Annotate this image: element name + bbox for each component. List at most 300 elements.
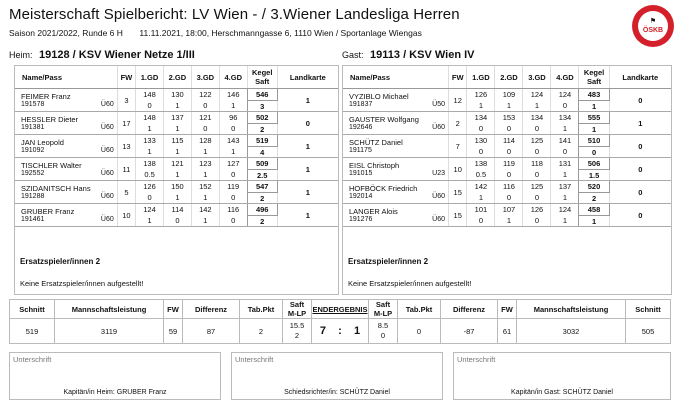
game-point: 1 [523, 101, 551, 112]
column-header [523, 66, 551, 89]
game-point: 0 [523, 216, 551, 227]
game-score: 134 [551, 112, 579, 124]
player-name-cell [343, 158, 449, 181]
game-point: 1 [163, 101, 191, 112]
player-kegel: 458 [579, 204, 609, 216]
player-row [15, 112, 338, 124]
player-landkarte: 1 [609, 112, 671, 135]
game-score: 152 [191, 181, 219, 193]
player-landkarte: 1 [277, 181, 338, 204]
game-score: 124 [136, 204, 164, 216]
player-name: HOFBÖCK Friedrich [349, 184, 418, 193]
guest-team [342, 49, 474, 61]
player-name: SZIDANITSCH Hans [21, 184, 91, 193]
player-name: GRUBER Franz [21, 207, 75, 216]
game-score: 141 [551, 135, 579, 147]
column-header [15, 66, 117, 89]
signature-label: Unterschrift [457, 355, 496, 364]
player-name-cell [15, 158, 117, 181]
game-score: 125 [523, 181, 551, 193]
player-name-cell [15, 181, 117, 204]
player-row [343, 204, 671, 216]
game-score: 121 [163, 158, 191, 170]
game-point: 0 [163, 216, 191, 227]
guest-saft-mlp [369, 319, 398, 344]
game-score: 133 [136, 135, 164, 147]
column-header [467, 66, 495, 89]
player-kegel: 555 [579, 112, 609, 124]
game-score: 137 [163, 112, 191, 124]
player-name: JAN Leopold [21, 138, 64, 147]
player-fw: 12 [449, 89, 467, 112]
player-row [15, 89, 338, 101]
oeskb-logo [631, 4, 675, 48]
player-saft: 3 [247, 101, 277, 112]
game-point: 1 [219, 147, 247, 158]
guest-captain-signature[interactable] [453, 352, 671, 400]
game-score: 96 [219, 112, 247, 124]
game-point: 1 [551, 216, 579, 227]
guest-saft-header [369, 300, 398, 319]
column-header [343, 66, 449, 89]
player-kegel: 502 [247, 112, 277, 124]
game-score: 134 [523, 112, 551, 124]
game-point: 1 [191, 170, 219, 181]
player-pass: 191381 [21, 124, 45, 131]
home-schnitt: 519 [10, 319, 55, 344]
guest-saft-label: Saft [375, 300, 391, 309]
column-header-label: 2.GD [500, 72, 518, 82]
player-row [343, 112, 671, 124]
player-category: Ü60 [432, 193, 446, 200]
game-score: 109 [495, 89, 523, 101]
player-category: Ü60 [432, 216, 446, 223]
player-row [343, 89, 671, 101]
player-name: EISL Christoph [349, 161, 400, 170]
player-saft: 2 [579, 193, 609, 204]
game-point: 0 [523, 193, 551, 204]
game-point: 0 [551, 101, 579, 112]
referee-signature[interactable] [231, 352, 443, 400]
guest-mlp-label: M-LP [373, 309, 393, 318]
player-name-cell [343, 181, 449, 204]
player-category: Ü60 [432, 124, 446, 131]
game-score: 107 [495, 204, 523, 216]
player-fw: 15 [449, 204, 467, 227]
player-kegel: 546 [247, 89, 277, 101]
player-pass: 191015 [349, 170, 373, 177]
result-sep: : [334, 319, 346, 344]
player-name-cell [15, 135, 117, 158]
home-tab: 2 [240, 319, 283, 344]
player-saft: 1 [579, 101, 609, 112]
game-score: 142 [191, 204, 219, 216]
player-kegel: 509 [247, 158, 277, 170]
game-point: 1 [191, 193, 219, 204]
column-header-label: 4.GD [224, 72, 242, 82]
guest-ersatz-text: Keine Ersatzspieler/innen aufgestellt! [348, 279, 472, 288]
column-header-label: 4.GD [556, 72, 574, 82]
game-point: 1 [495, 216, 523, 227]
column-header-label: Saft [255, 77, 270, 86]
home-schnitt-header: Schnitt [10, 300, 55, 319]
player-name: VYZIBLO Michael [349, 92, 409, 101]
player-saft: 2 [247, 216, 277, 227]
guest-ml: 3032 [517, 319, 626, 344]
column-header [609, 66, 671, 89]
game-score: 124 [551, 89, 579, 101]
column-header [117, 66, 135, 89]
game-point: 1 [191, 216, 219, 227]
game-score: 126 [467, 89, 495, 101]
column-header [495, 66, 523, 89]
column-header-label: 2.GD [168, 72, 187, 82]
player-kegel: 506 [579, 158, 609, 170]
player-name: TISCHLER Walter [21, 161, 82, 170]
column-header-label: FW [120, 72, 133, 82]
game-score: 115 [163, 135, 191, 147]
player-category: Ü60 [100, 216, 114, 223]
game-point: 1 [163, 124, 191, 135]
player-category: Ü60 [100, 147, 114, 154]
game-point: 0 [467, 216, 495, 227]
guest-ersatz-title: Ersatzspieler/innen 2 [348, 257, 429, 266]
player-name: GAUSTER Wolfgang [349, 115, 419, 124]
player-pass: 192014 [349, 193, 373, 200]
game-point: 0 [495, 124, 523, 135]
game-score: 128 [191, 135, 219, 147]
player-row [343, 158, 671, 170]
game-score: 126 [523, 204, 551, 216]
player-pass: 191837 [349, 101, 373, 108]
game-score: 148 [136, 89, 164, 101]
home-diff: 87 [183, 319, 240, 344]
game-score: 116 [219, 204, 247, 216]
player-fw: 2 [449, 112, 467, 135]
column-header [247, 66, 277, 89]
player-category: Ü50 [432, 101, 446, 108]
player-category: Ü60 [100, 124, 114, 131]
column-header-label: FW [451, 72, 464, 82]
player-name: HESSLER Dieter [21, 115, 79, 124]
game-point: 1 [495, 101, 523, 112]
game-score: 124 [523, 89, 551, 101]
player-fw: 10 [117, 204, 135, 227]
game-point: 1 [136, 124, 164, 135]
game-point: 0 [523, 170, 551, 181]
guest-players-table [343, 66, 671, 227]
game-score: 114 [495, 135, 523, 147]
player-row [15, 204, 338, 216]
home-fw-header: FW [164, 300, 183, 319]
column-header-label: 3.GD [196, 72, 215, 82]
player-landkarte: 0 [609, 135, 671, 158]
game-point: 1 [163, 170, 191, 181]
game-point: 1 [551, 193, 579, 204]
player-pass: 191175 [349, 147, 372, 154]
player-landkarte: 1 [277, 158, 338, 181]
home-players-table [15, 66, 338, 227]
game-point: 1 [136, 147, 164, 158]
player-landkarte: 0 [609, 204, 671, 227]
column-header-label: Saft [586, 77, 602, 86]
game-score: 123 [191, 158, 219, 170]
svg-text:ÖSKB: ÖSKB [642, 27, 664, 34]
game-point: 0 [219, 193, 247, 204]
player-pass: 191461 [21, 216, 45, 223]
svg-text:⚑: ⚑ [649, 18, 657, 25]
home-fw: 59 [164, 319, 183, 344]
player-category: Ü60 [100, 193, 114, 200]
column-header-label: 3.GD [528, 72, 546, 82]
game-score: 125 [523, 135, 551, 147]
home-label: Heim: [9, 50, 33, 60]
column-header-label: Landkarte [622, 72, 659, 82]
game-point: 0 [136, 193, 164, 204]
guest-fw: 61 [498, 319, 517, 344]
player-pass: 192646 [349, 124, 373, 131]
player-row [15, 158, 338, 170]
home-diff-header: Differenz [183, 300, 240, 319]
game-point: 1 [467, 193, 495, 204]
guest-fw-header: FW [498, 300, 517, 319]
game-point: 1 [551, 170, 579, 181]
player-row [343, 181, 671, 193]
game-point: 0 [467, 124, 495, 135]
game-point: 1 [219, 101, 247, 112]
game-point: 0 [495, 193, 523, 204]
player-landkarte: 1 [277, 204, 338, 227]
result-guest: 1 [346, 319, 368, 344]
column-header [191, 66, 219, 89]
player-fw: 15 [449, 181, 467, 204]
game-point: 0 [523, 147, 551, 158]
game-point: 0 [136, 101, 164, 112]
column-header-label: 1.GD [472, 72, 490, 82]
player-name-cell [343, 204, 449, 227]
game-score: 148 [136, 112, 164, 124]
player-saft: 1 [579, 216, 609, 227]
home-saft-mlp [283, 319, 312, 344]
column-header [551, 66, 579, 89]
player-fw: 7 [449, 135, 467, 158]
player-saft: 0 [579, 147, 609, 158]
player-name: LANGER Alois [349, 207, 398, 216]
game-score: 126 [136, 181, 164, 193]
endergebnis-label: ENDERGEBNIS [312, 304, 368, 314]
game-score: 121 [191, 112, 219, 124]
endergebnis-header [312, 300, 369, 319]
column-header-label: Kegel [251, 68, 273, 77]
referee-name: Schiedsrichter/in: SCHÜTZ Daniel [284, 389, 390, 396]
home-tab-header: Tab.Pkt [240, 300, 283, 319]
guest-team-name: 19113 / KSV Wien IV [370, 49, 475, 61]
game-point: 1 [191, 147, 219, 158]
game-score: 137 [551, 181, 579, 193]
column-header [136, 66, 164, 89]
player-kegel: 510 [579, 135, 609, 147]
home-saft: 15.5 [289, 321, 305, 330]
game-score: 101 [467, 204, 495, 216]
player-landkarte: 0 [609, 181, 671, 204]
game-score: 146 [219, 89, 247, 101]
column-header-label: Name/Pass [22, 72, 63, 82]
player-row [15, 135, 338, 147]
player-category: Ü60 [100, 170, 114, 177]
guest-tab-header: Tab.Pkt [398, 300, 441, 319]
player-fw: 13 [117, 135, 135, 158]
game-point: 0 [219, 124, 247, 135]
game-score: 130 [163, 89, 191, 101]
game-score: 124 [551, 204, 579, 216]
home-team [9, 49, 195, 61]
player-kegel: 520 [579, 181, 609, 193]
player-row [15, 181, 338, 193]
player-saft: 2 [247, 193, 277, 204]
guest-diff-header: Differenz [441, 300, 498, 319]
player-pass: 191578 [21, 101, 45, 108]
player-pass: 191288 [21, 193, 45, 200]
guest-ml-header: Mannschaftsleistung [517, 300, 626, 319]
signature-label: Unterschrift [235, 355, 274, 364]
home-team-name: 19128 / KSV Wiener Netze 1/III [39, 49, 195, 61]
column-header [449, 66, 467, 89]
home-captain-name: Kapitän/in Heim: GRUBER Franz [63, 389, 167, 396]
column-header [163, 66, 191, 89]
home-saft-header [283, 300, 312, 319]
home-ml-header: Mannschaftsleistung [55, 300, 164, 319]
game-point: 0 [467, 147, 495, 158]
player-kegel: 483 [579, 89, 609, 101]
player-landkarte: 0 [609, 89, 671, 112]
player-row [343, 135, 671, 147]
column-header-label: Kegel [583, 68, 605, 77]
game-score: 119 [219, 181, 247, 193]
game-score: 143 [219, 135, 247, 147]
player-fw: 17 [117, 112, 135, 135]
column-header [579, 66, 609, 89]
guest-captain-name: Kapitän/in Gast: SCHÜTZ Daniel [511, 389, 613, 396]
player-saft: 4 [247, 147, 277, 158]
game-score: 150 [163, 181, 191, 193]
guest-schnitt-header: Schnitt [626, 300, 671, 319]
guest-tab: 0 [398, 319, 441, 344]
game-point: 0 [219, 216, 247, 227]
player-pass: 192552 [21, 170, 45, 177]
column-header-label: Landkarte [289, 72, 326, 82]
player-fw: 10 [449, 158, 467, 181]
game-score: 119 [495, 158, 523, 170]
player-landkarte: 0 [277, 112, 338, 135]
game-score: 122 [191, 89, 219, 101]
player-saft: 2.5 [247, 170, 277, 181]
player-name-cell [15, 89, 117, 112]
player-table-header [15, 66, 338, 89]
player-pass: 191092 [21, 147, 45, 154]
player-kegel: 547 [247, 181, 277, 193]
guest-players-box [342, 65, 672, 295]
game-score: 114 [163, 204, 191, 216]
game-point: 0 [495, 170, 523, 181]
game-point: 1 [551, 124, 579, 135]
player-name-cell [343, 135, 449, 158]
player-table-header [343, 66, 671, 89]
game-score: 134 [467, 112, 495, 124]
column-header [277, 66, 338, 89]
home-ersatz-title: Ersatzspieler/innen 2 [20, 257, 101, 266]
home-players-box [14, 65, 339, 295]
player-saft: 2 [247, 124, 277, 135]
report-title: Meisterschaft Spielbericht: LV Wien - / 3.Wiener Landesliga Herren [9, 6, 460, 23]
player-pass: 191276 [349, 216, 373, 223]
column-header-label: Name/Pass [350, 72, 391, 82]
player-kegel: 519 [247, 135, 277, 147]
player-name: SCHÜTZ Daniel [349, 138, 403, 147]
game-point: 1 [163, 193, 191, 204]
player-name: FEIMER Franz [21, 92, 71, 101]
summary-table [9, 299, 671, 344]
home-mlp: 2 [294, 331, 300, 340]
player-saft: 1.5 [579, 170, 609, 181]
home-ml: 3119 [55, 319, 164, 344]
player-kegel: 496 [247, 204, 277, 216]
game-score: 131 [551, 158, 579, 170]
game-score: 127 [219, 158, 247, 170]
game-point: 1 [467, 101, 495, 112]
player-category: Ü60 [100, 101, 114, 108]
guest-saft: 8.5 [377, 321, 389, 330]
player-landkarte: 1 [277, 89, 338, 112]
result-home: 7 [312, 319, 334, 344]
player-landkarte: 0 [609, 158, 671, 181]
guest-diff: -87 [441, 319, 498, 344]
player-name-cell [15, 204, 117, 227]
signature-label: Unterschrift [13, 355, 52, 364]
season-info: Saison 2021/2022, Runde 6 H 11.11.2021, 18:00, Herschmanngasse 6, 1110 Wien / Sportanlage Wiengas [9, 28, 422, 38]
game-score: 116 [495, 181, 523, 193]
player-name-cell [15, 112, 117, 135]
player-landkarte: 1 [277, 135, 338, 158]
player-fw: 5 [117, 181, 135, 204]
player-fw: 11 [117, 158, 135, 181]
player-saft: 1 [579, 124, 609, 135]
guest-schnitt: 505 [626, 319, 671, 344]
game-point: 0 [191, 124, 219, 135]
guest-mlp: 0 [380, 331, 386, 340]
game-point: 0 [191, 101, 219, 112]
player-name-cell [343, 89, 449, 112]
game-score: 142 [467, 181, 495, 193]
player-name-cell [343, 112, 449, 135]
game-point: 0 [523, 124, 551, 135]
column-header [219, 66, 247, 89]
game-point: 1 [163, 147, 191, 158]
game-point: 0 [551, 147, 579, 158]
home-saft-label: Saft [289, 300, 305, 309]
column-header-label: 1.GD [140, 72, 159, 82]
game-score: 138 [467, 158, 495, 170]
home-mlp-label: M-LP [287, 309, 307, 318]
game-point: 0 [219, 170, 247, 181]
home-captain-signature[interactable] [9, 352, 221, 400]
game-score: 153 [495, 112, 523, 124]
game-point: 0.5 [136, 170, 164, 181]
game-point: 0 [495, 147, 523, 158]
game-score: 138 [136, 158, 164, 170]
player-category: U23 [432, 170, 446, 177]
game-point: 1 [136, 216, 164, 227]
game-score: 118 [523, 158, 551, 170]
